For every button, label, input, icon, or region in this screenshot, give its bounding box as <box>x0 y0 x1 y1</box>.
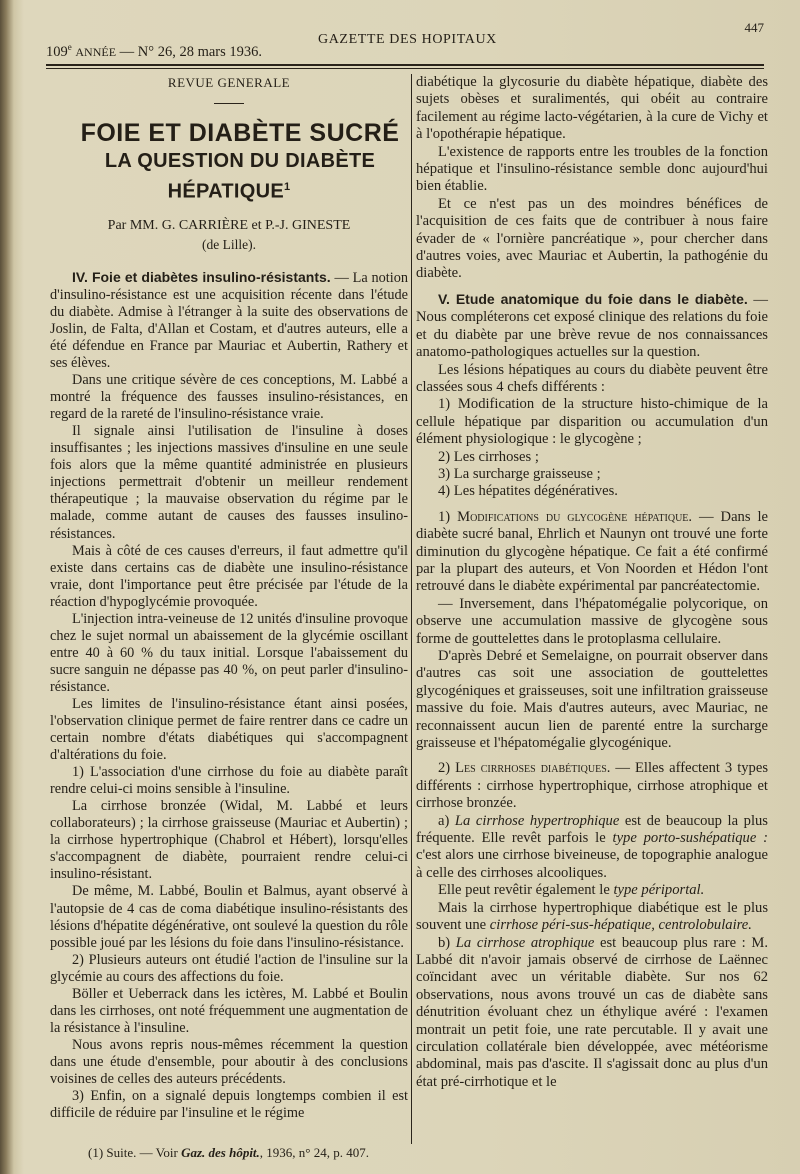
paragraph: Nous avons repris nous-mêmes récemment la question dans une étude d'ensemble, pour aboutir à des conclusions voisines de celles des auteurs précédents. <box>50 1036 408 1087</box>
paragraph: De même, M. Labbé, Boulin et Balmus, ayant observé à l'autopsie de 4 cas de coma diabétique insulino-résistants des lésions d'hépatite dégénérative, ont soulevé la question du rôle possible joué par les lésions du foie dans l'insulino-résistance. <box>50 883 408 951</box>
subsection-heading: 1) Modifications du glycogène hépatique. <box>438 508 693 525</box>
paragraph: 2) Plusieurs auteurs ont étudié l'action de l'insuline sur la glycémie au cours des affections du foie. <box>50 951 408 985</box>
paragraph: V. Etude anatomique du foie dans le diabète. — Nous compléterons cet exposé clinique des relations du foie et du diabète par une brève revue de nos connaissances anatomo-pathologiques actuelles sur la question. <box>416 290 768 361</box>
section-label: REVUE GENERALE <box>167 75 291 90</box>
paragraph: b) La cirrhose atrophique est beaucoup plus rare : M. Labbé dit n'avoir jamais observé de cirrhose de Laënnec coïncidant avec un véritable diabète. Sur nos 62 observations, nous avons trouvé un cas de diabète sans dénutrition évoluant chez un éthylique avéré : l'examen montrait un petit foie, une rate percutable. Il y avait une circulation collatérale bien développée, avec météorisme abdominal, mais pas d'ascite. Il s'agissait donc au plus d'un état pré-cirrhotique et le <box>416 934 769 1090</box>
affiliation: (de Lille). <box>202 236 256 252</box>
paragraph: La cirrhose bronzée (Widal, M. Labbé et leurs collaborateurs) ; la cirrhose graisseuse (Mauriac et Aubertin) ; la cirrhose hypertrophique (Chabrol et Hébert), lorsqu'elles s'accompagnent de diabète, pourraient rendre celui-ci insulino-résistant. <box>50 798 408 883</box>
paragraph: Mais la cirrhose hypertrophique diabétique est le plus souvent une cirrhose péri-sus-hépatique, centrolobulaire. <box>416 899 768 934</box>
paragraph: — Inversement, dans l'hépatomégalie polycorique, on observe une accumulation massive de glycogène sous forme de gouttelettes dans le protoplasma cellulaire. <box>416 595 768 647</box>
paragraph: 2) Les cirrhoses ; <box>438 448 539 465</box>
paragraph: 2) Les cirrhoses diabétiques. — Elles affectent 3 types différents : cirrhose hypertrophique, cirrhose atrophique et cirrhose bronzée. <box>416 760 769 812</box>
paragraph: L'injection intra-veineuse de 12 unités d'insuline provoque chez le sujet normal un abaissement de la glycémie oscillant entre 40 à 60 % du taux initial. Lorsque l'abaissement du sucre sanguin ne dépasse pas 40 %, on peut parler d'insulino-résistance. <box>50 610 408 695</box>
paragraph: D'après Debré et Semelaigne, on pourrait observer dans d'autres cas soit une association de gouttelettes glycogéniques et graisseuses, soit une infiltration graisseuse massive du foie. Mais d'autres auteurs, avec Mauriac, ne reconnaissent aucun lien de parenté entre la surcharge graisseuse et l'hépatomégalie glycogénique. <box>416 648 768 752</box>
article-subtitle: LA QUESTION DU DIABÈTE HÉPATIQUE$^1$ <box>104 150 376 203</box>
paragraph: 1) Modification de la structure histo-chimique de la cellule hépatique par disparition ou accumulation d'un élément physiologique : le glycogène ; <box>416 396 768 448</box>
paragraph: IV. Foie et diabètes insulino-résistants. — La notion d'insulino-résistance est une acquisition récente dans l'étude du diabète. Admise à l'étranger à la suite des observations de Joslin, de Falta, d'Allan et Costam, et d'autres auteurs, elle a été défendue en France par Mauriac et Aubertin, Rathery et ses élèves. <box>50 268 409 372</box>
left-column <box>50 74 408 1122</box>
page-header <box>46 20 764 62</box>
paragraph: Böller et Ueberrack dans les ictères, M. Labbé et Boulin dans les cirrhoses, ont noté fréquemment une augmentation de la résistance à l'insuline. <box>50 985 408 1036</box>
paragraph: Et ce n'est pas un des moindres bénéfices de l'acquisition de ces faits que de contribuer à nous faire évader de « l'ornière pancréatique », pour chercher dans d'autres voies, avec Mauriac et Aubertin, la pathogénie du diabète. <box>416 195 768 282</box>
issue-info: 109e ANNÉE — N° 26, 28 mars 1936. <box>46 42 263 60</box>
page-number: 447 <box>744 20 764 35</box>
header-rule-thin <box>46 68 764 69</box>
section-rule <box>214 103 244 104</box>
section-heading: V. Etude anatomique du foie dans le diabète. <box>438 290 748 307</box>
paragraph: 3) Enfin, on a signalé depuis longtemps combien il est difficile de réduire par l'insuline et le régime <box>50 1088 408 1122</box>
article-title: FOIE ET DIABÈTE SUCRÉ <box>80 119 400 148</box>
authors: Par MM. G. CARRIÈRE et P.-J. GINESTE <box>107 217 351 233</box>
paragraph: Les limites de l'insulino-résistance étant ainsi posées, l'observation clinique permet de faire rentrer dans ce cadre un certain nombre d'états diabétiques qui s'accompagnent d'altérations du foie. <box>50 695 408 764</box>
section-heading: IV. Foie et diabètes insulino-résistants. <box>72 268 331 285</box>
paragraph: Dans une critique sévère de ces conceptions, M. Labbé a montré la fréquence des fausses insulino-résistances, en regard de la rareté de l'insulino-résistance vraie. <box>50 372 408 423</box>
footnote: (1) Suite. — Voir Gaz. des hôpit., 1936, n° 24, p. 407. <box>88 1145 369 1160</box>
paragraph: Il signale ainsi l'utilisation de l'insuline à doses insuffisantes ; les injections massives d'insuline en une seule fois alors que la même quantité administrée en plusieurs injections permettrait d'obtenir un meilleur rendement thérapeutique ; la mauvaise observation du régime par le malade, comme autant de causes des fausses insulino-résistances. <box>50 423 408 542</box>
paragraph: 1) Modifications du glycogène hépatique. — Dans le diabète sucré banal, Ehrlich et Naunyn ont trouvé une forte diminution du glycogène hépatique. Ce fait a été confirmé par la plupart des auteurs, et Von Noorden et Hédon l'ont retrouvé dans le diabète expérimental par pancréatectomie. <box>416 508 768 595</box>
paragraph: Elle peut revêtir également le type périportal. <box>438 882 705 899</box>
footnote-mark: 1 <box>284 181 291 194</box>
paragraph: L'existence de rapports entre les troubles de la fonction hépatique et l'insulino-résistance semble donc aujourd'hui bien établie. <box>416 143 768 195</box>
journal-title: GAZETTE DES HOPITAUX <box>318 32 497 47</box>
paragraph: 3) La surcharge graisseuse ; <box>438 465 601 482</box>
paragraph: a) La cirrhose hypertrophique est de beaucoup la plus fréquente. Elle revêt parfois le type porto-sushépatique : c'est alors une cirrhose biveineuse, de topographie analogue à celle des cirrhoses alcooliques. <box>416 812 768 881</box>
paragraph: 1) L'association d'une cirrhose du foie au diabète paraît rendre celui-ci moins sensible à l'insuline. <box>50 764 408 798</box>
paragraph: 4) Les hépatites dégénératives. <box>438 483 618 500</box>
subsection-heading: 2) Les cirrhoses diabétiques. <box>438 760 611 777</box>
header-rule <box>46 64 764 66</box>
paragraph: diabétique la glycosurie du diabète hépatique, diabète des sujets obèses et suralimentés, qui obéit au contraire facilement au régime lacto-végétarien, à la cure de Vichy et à l'opothérapie hépatique. <box>416 74 768 143</box>
paragraph: Les lésions hépatiques au cours du diabète peuvent être classées sous 4 chefs différents : <box>416 361 768 395</box>
right-column <box>416 74 768 1091</box>
paragraph: Mais à côté de ces causes d'erreurs, il faut admettre qu'il existe dans certains cas de diabète une insulino-résistance vraie, dont l'importance peut être précisée par l'étude de la réaction d'hypoglycémie provoquée. <box>50 542 408 610</box>
column-divider <box>411 74 412 1144</box>
